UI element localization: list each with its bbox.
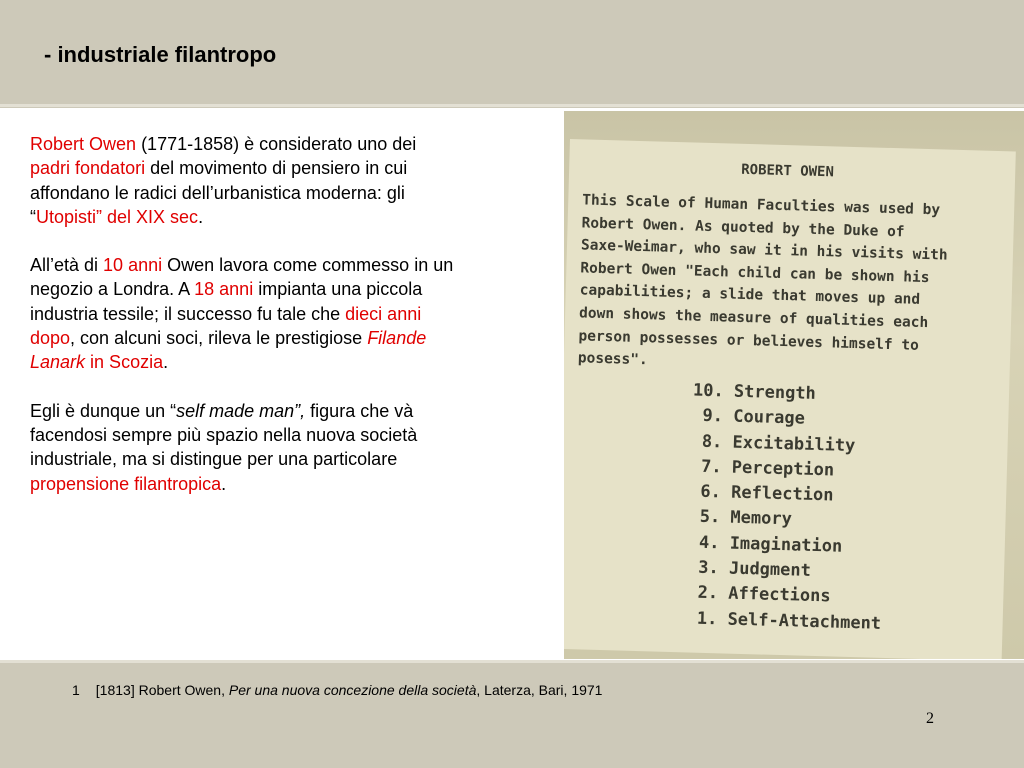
faculties-scale-list xyxy=(686,379,887,637)
photo-heading: ROBERT OWEN xyxy=(740,161,835,181)
text-span: . xyxy=(163,352,169,373)
list-item: 3. Judgment xyxy=(687,557,812,581)
photo-card xyxy=(564,139,1016,659)
scale-of-faculties-photo xyxy=(564,111,1024,659)
emphasis-self-made-man: self made man”, xyxy=(176,400,306,421)
footnote-prefix: [1813] Robert Owen, xyxy=(95,682,229,698)
footnote-number: 1 xyxy=(72,682,80,698)
text-span: del movimento di pensiero in cui affondano le radici dell’urbanistica moderna: gli “ xyxy=(30,158,408,227)
footnote-suffix: , Laterza, Bari, 1971 xyxy=(476,682,603,698)
list-item: 7. Perception xyxy=(690,456,835,481)
content-band xyxy=(0,108,1024,663)
text-span: Owen lavora come commesso in un negozio a Londra. A xyxy=(30,255,454,300)
list-item: 8. Excitability xyxy=(691,431,856,456)
highlight-in-scozia: in Scozia xyxy=(85,352,164,373)
list-item: 5. Memory xyxy=(689,506,793,530)
highlight-filande-lanark: Filande Lanark xyxy=(30,328,427,373)
photo-description: This Scale of Human Faculties was used by Robert Owen. As quoted by the Duke of Saxe-Weimar, who saw it in his visits with Robert Owen "Each child can be shown his capabilities; a slide that moves up and down shows the measure of qualities each person possesses or believes himself to posess". xyxy=(577,192,948,369)
page-number: 2 xyxy=(926,710,934,727)
text-span: figura che và facendosi sempre più spazio nella nuova società industriale, ma si distingue per una particolare xyxy=(30,400,418,470)
highlight-dieci-anni-dopo: dieci anni dopo xyxy=(30,303,422,349)
text-span: impianta una piccola industria tessile; il successo fu tale che xyxy=(30,279,423,324)
highlight-10-anni: 10 anni xyxy=(103,255,163,276)
paragraph-self-made-man xyxy=(30,399,454,496)
paragraph-owen-career xyxy=(30,253,454,374)
paragraph-owen-intro xyxy=(30,132,454,229)
highlight-padri-fondatori: padri fondatori xyxy=(30,158,146,179)
highlight-propensione-filantropica: propensione filantropica xyxy=(30,473,222,494)
highlight-utopisti: Utopisti” del XIX sec xyxy=(36,206,199,227)
text-span: . xyxy=(221,473,227,494)
text-span: . xyxy=(198,206,204,227)
text-span: (1771-1858) è considerato uno dei xyxy=(136,134,417,154)
slide-title: - industriale filantropo xyxy=(44,42,277,67)
highlight-18-anni: 18 anni xyxy=(194,279,254,300)
text-span: , con alcuni soci, rileva le prestigiose xyxy=(70,328,368,349)
list-item: 10. Strength xyxy=(692,380,817,404)
text-span: Egli è dunque un “ xyxy=(30,400,177,421)
list-item: 2. Affections xyxy=(687,582,831,607)
body-text xyxy=(30,132,454,520)
highlight-robert-owen: Robert Owen xyxy=(30,134,137,154)
list-item: 4. Imagination xyxy=(688,532,843,557)
header-band xyxy=(0,0,1024,107)
list-item: 9. Courage xyxy=(692,405,806,429)
list-item: 1. Self-Attachment xyxy=(686,608,882,634)
footnote xyxy=(72,682,602,698)
footnote-book-title: Per una nuova concezione della società xyxy=(228,682,477,698)
list-item: 6. Reflection xyxy=(689,481,834,506)
text-span: All’età di xyxy=(30,255,104,276)
